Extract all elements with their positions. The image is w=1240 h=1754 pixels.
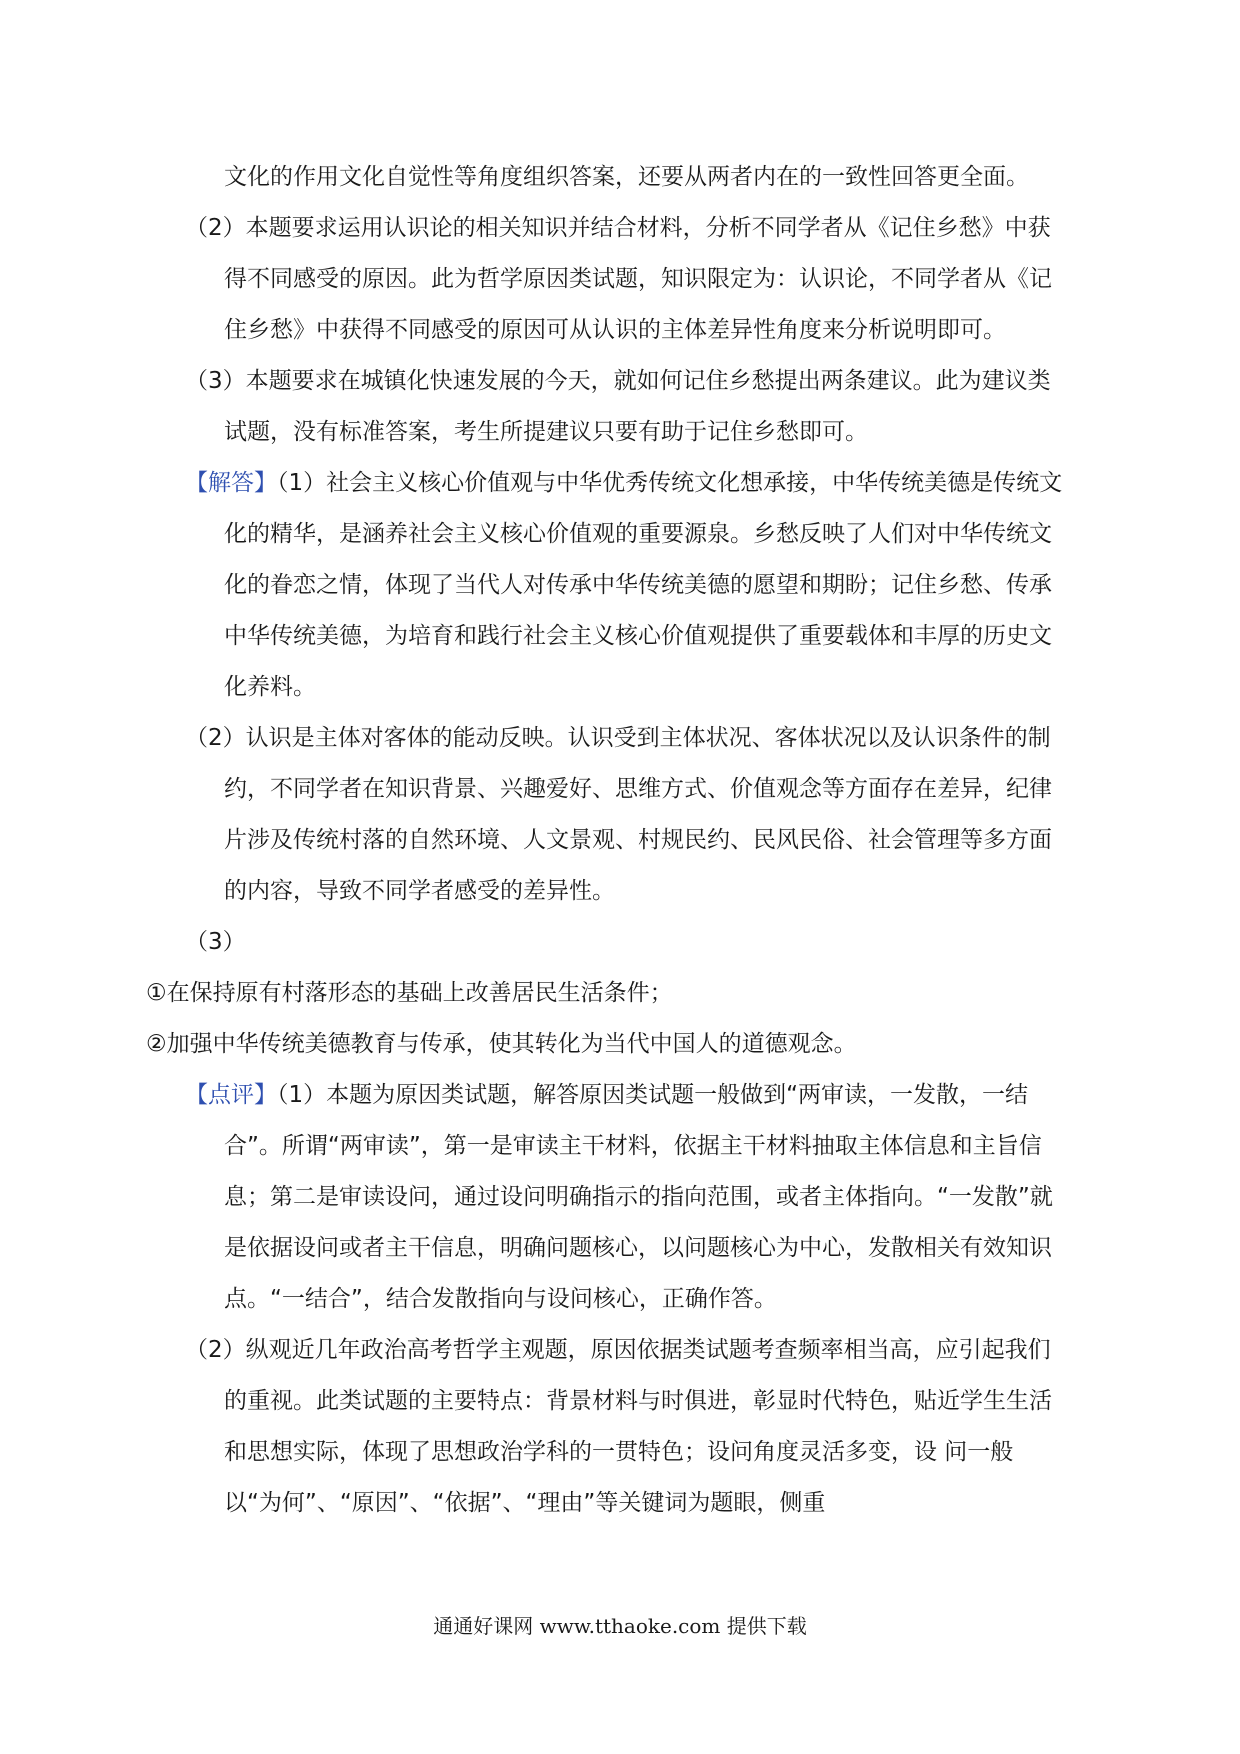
paragraph-suggestion-2 [146,1019,1065,1070]
answer-tag: 【解答】 [185,470,277,496]
document-body [146,152,1065,1529]
comment-tag: 【点评】 [185,1082,277,1108]
paragraph-text: 文化的作用文化自觉性等角度组织答案，还要从两者内在的一致性回答更全面。 [224,164,1029,190]
paragraph-text: ①在保持原有村落形态的基础上改善居民生活条件； [146,980,673,1006]
paragraph-text: （2）纵观近几年政治高考哲学主观题，原因依据类试题考查频率相当高，应引起我们的重视。此类试题的主要特点：背景材料与时俱进，彰显时代特色，贴近学生生活和思想实际，体现了思想政治学科的一贯特色；设问角度灵活多变，设 问一般以“为何”、“原因”、“依据”、“理由”等关键词为题眼，侧重 [185,1337,1052,1516]
paragraph-text: ②加强中华传统美德教育与传承，使其转化为当代中国人的道德观念。 [146,1031,857,1057]
paragraph-comment-1 [185,1070,1065,1325]
paragraph-answer-2 [185,713,1065,917]
paragraph-text: （2）本题要求运用认识论的相关知识并结合材料，分析不同学者从《记住乡愁》中获得不同感受的原因。此为哲学原因类试题，知识限定为：认识论，不同学者从《记住乡愁》中获得不同感受的原因可从认识的主体差异性角度来分析说明即可。 [185,215,1052,343]
paragraph-answer-1 [185,458,1065,713]
paragraph-analysis-2 [185,203,1065,356]
paragraph-analysis-3 [185,356,1065,458]
paragraph-answer-3 [185,917,1065,968]
paragraph-text: （3）本题要求在城镇化快速发展的今天，就如何记住乡愁提出两条建议。此为建议类试题，没有标准答案，考生所提建议只要有助于记住乡愁即可。 [185,368,1051,445]
paragraph-text: （2）认识是主体对客体的能动反映。认识受到主体状况、客体状况以及认识条件的制约，不同学者在知识背景、兴趣爱好、思维方式、价值观念等方面存在差异，纪律片涉及传统村落的自然环境、人文景观、村规民约、民风民俗、社会管理等多方面的内容，导致不同学者感受的差异性。 [185,725,1052,904]
page-footer: 通通好课网 www.tthaoke.com 提供下载 [433,1614,807,1638]
paragraph-suggestion-1 [146,968,1065,1019]
paragraph-comment-2 [185,1325,1065,1529]
paragraph-text: （1）本题为原因类试题，解答原因类试题一般做到“两审读，一发散，一结合”。所谓“两审读”，第一是审读主干材料，依据主干材料抽取主体信息和主旨信息；第二是审读设问，通过设问明确指示的指向范围，或者主体指向。“一发散”就是依据设问或者主干信息，明确问题核心，以问题核心为中心，发散相关有效知识点。“一结合”，结合发散指向与设问核心，正确作答。 [224,1082,1053,1312]
paragraph-analysis-1-cont [185,152,1065,203]
paragraph-text: （1）社会主义核心价值观与中华优秀传统文化想承接，中华传统美德是传统文化的精华，是涵养社会主义核心价值观的重要源泉。乡愁反映了人们对中华传统文化的眷恋之情，体现了当代人对传承中华传统美德的愿望和期盼；记住乡愁、传承中华传统美德，为培育和践行社会主义核心价值观提供了重要载体和丰厚的历史文化养料。 [224,470,1063,700]
paragraph-text: （3） [185,929,246,955]
